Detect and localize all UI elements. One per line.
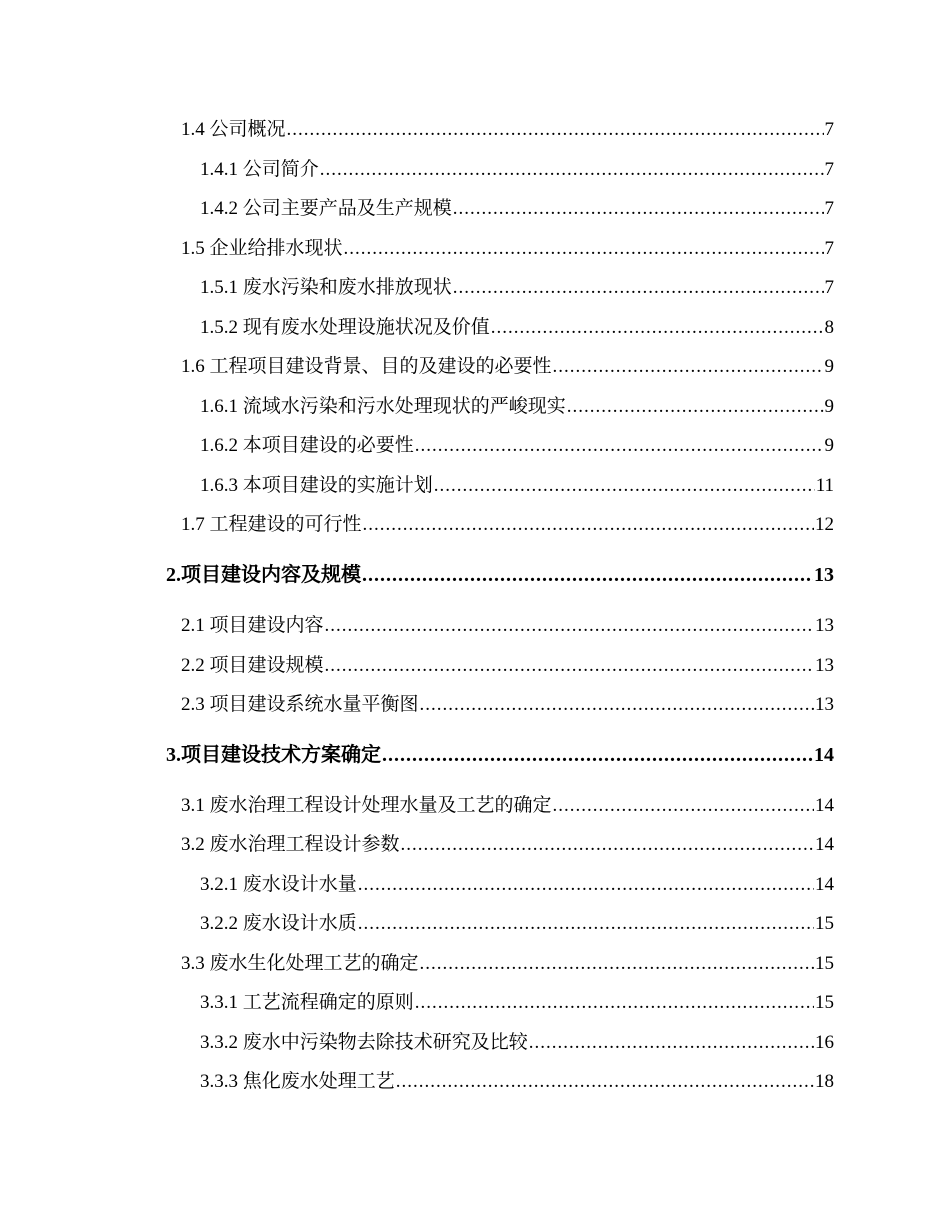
toc-entry-page: 16	[815, 1032, 834, 1053]
toc-entry-title: 3.项目建设技术方案确定	[166, 744, 381, 766]
toc-entry-title: 1.5.1 废水污染和废水排放现状	[200, 277, 452, 298]
toc-entry-title: 1.6.1 流域水污染和污水处理现状的严峻现实	[200, 396, 566, 417]
toc-entry-page: 9	[824, 396, 834, 417]
toc-leader-dots	[529, 1031, 814, 1055]
toc-entry[interactable]	[181, 118, 834, 142]
toc-entry-page: 7	[824, 277, 834, 298]
toc-entry-title: 2.3 项目建设系统水量平衡图	[181, 694, 419, 715]
toc-entry-page: 7	[824, 159, 834, 180]
toc-chapter-entry[interactable]	[166, 743, 834, 767]
toc-entry-page: 15	[815, 953, 834, 974]
toc-entry[interactable]	[181, 237, 834, 261]
toc-entry-title: 2.项目建设内容及规模	[166, 564, 361, 586]
toc-entry-page: 13	[814, 564, 834, 586]
toc-leader-dots	[396, 1070, 814, 1094]
toc-entry[interactable]	[200, 991, 834, 1015]
toc-leader-dots	[415, 991, 814, 1015]
toc-entry-page: 7	[824, 198, 834, 219]
toc-entry-title: 3.1 废水治理工程设计处理水量及工艺的确定	[181, 795, 552, 816]
toc-leader-dots	[567, 395, 824, 419]
toc-entry-page: 13	[815, 694, 834, 715]
toc-entry-title: 3.2 废水治理工程设计参数	[181, 834, 400, 855]
toc-leader-dots	[453, 276, 824, 300]
toc-entry-page: 15	[815, 992, 834, 1013]
toc-entry[interactable]	[200, 912, 834, 936]
toc-entry-title: 2.2 项目建设规模	[181, 655, 324, 676]
toc-leader-dots	[401, 833, 814, 857]
toc-leader-dots	[362, 563, 813, 587]
toc-leader-dots	[344, 237, 824, 261]
toc-leader-dots	[491, 316, 824, 340]
toc-entry-title: 3.2.2 废水设计水质	[200, 913, 357, 934]
toc-entry[interactable]	[181, 513, 834, 537]
toc-entry-page: 18	[815, 1071, 834, 1092]
toc-leader-dots	[287, 118, 824, 142]
toc-leader-dots	[415, 434, 824, 458]
toc-chapter-entry[interactable]	[166, 563, 834, 587]
toc-leader-dots	[325, 654, 814, 678]
toc-entry-title: 1.6.2 本项目建设的必要性	[200, 435, 414, 456]
toc-leader-dots	[382, 743, 813, 767]
toc-entry-title: 1.6 工程项目建设背景、目的及建设的必要性	[181, 356, 552, 377]
toc-entry-title: 3.2.1 废水设计水量	[200, 874, 357, 895]
toc-entry[interactable]	[181, 614, 834, 638]
toc-entry-page: 12	[815, 514, 834, 535]
toc-entry-title: 3.3.1 工艺流程确定的原则	[200, 992, 414, 1013]
toc-entry[interactable]	[200, 276, 834, 300]
toc-entry-title: 3.3 废水生化处理工艺的确定	[181, 953, 419, 974]
toc-entry-page: 14	[815, 874, 834, 895]
toc-entry-title: 1.7 工程建设的可行性	[181, 514, 362, 535]
toc-entry-title: 1.4.1 公司简介	[200, 159, 319, 180]
toc-entry[interactable]	[200, 1070, 834, 1094]
toc-entry[interactable]	[181, 833, 834, 857]
toc-entry[interactable]	[181, 693, 834, 717]
toc-entry-page: 7	[824, 238, 834, 259]
toc-entry-page: 13	[815, 655, 834, 676]
toc-entry-title: 3.3.2 废水中污染物去除技术研究及比较	[200, 1032, 528, 1053]
toc-entry[interactable]	[200, 1031, 834, 1055]
toc-entry[interactable]	[200, 873, 834, 897]
toc-entry-page: 14	[814, 744, 834, 766]
toc-leader-dots	[434, 474, 815, 498]
toc-entry-title: 1.5 企业给排水现状	[181, 238, 343, 259]
toc-entry-page: 15	[815, 913, 834, 934]
toc-leader-dots	[453, 197, 824, 221]
toc-entry-page: 14	[815, 834, 834, 855]
toc-entry-title: 1.6.3 本项目建设的实施计划	[200, 475, 433, 496]
toc-entry[interactable]	[200, 474, 834, 498]
toc-entry[interactable]	[181, 355, 834, 379]
toc-leader-dots	[358, 873, 814, 897]
toc-leader-dots	[553, 794, 814, 818]
toc-leader-dots	[420, 693, 814, 717]
toc-entry[interactable]	[200, 395, 834, 419]
toc-leader-dots	[325, 614, 814, 638]
toc-entry-title: 1.4.2 公司主要产品及生产规模	[200, 198, 452, 219]
toc-entry-title: 1.5.2 现有废水处理设施状况及价值	[200, 317, 490, 338]
toc-leader-dots	[553, 355, 824, 379]
toc-leader-dots	[420, 952, 814, 976]
toc-entry[interactable]	[200, 434, 834, 458]
toc-leader-dots	[320, 158, 824, 182]
toc-entry[interactable]	[200, 197, 834, 221]
toc-entry-page: 8	[824, 317, 834, 338]
toc-entry[interactable]	[181, 654, 834, 678]
toc-entry-title: 2.1 项目建设内容	[181, 615, 324, 636]
toc-entry[interactable]	[200, 158, 834, 182]
toc-leader-dots	[363, 513, 814, 537]
toc-entry-page: 7	[824, 119, 834, 140]
toc-entry-title: 1.4 公司概况	[181, 119, 286, 140]
toc-leader-dots	[358, 912, 814, 936]
toc-entry-page: 13	[815, 615, 834, 636]
toc-entry-page: 9	[824, 356, 834, 377]
toc-entry-page: 14	[815, 795, 834, 816]
toc-entry[interactable]	[200, 316, 834, 340]
toc-entry[interactable]	[181, 952, 834, 976]
toc-entry[interactable]	[181, 794, 834, 818]
toc-entry-title: 3.3.3 焦化废水处理工艺	[200, 1071, 395, 1092]
toc-entry-page: 11	[815, 475, 834, 496]
toc-entry-page: 9	[824, 435, 834, 456]
